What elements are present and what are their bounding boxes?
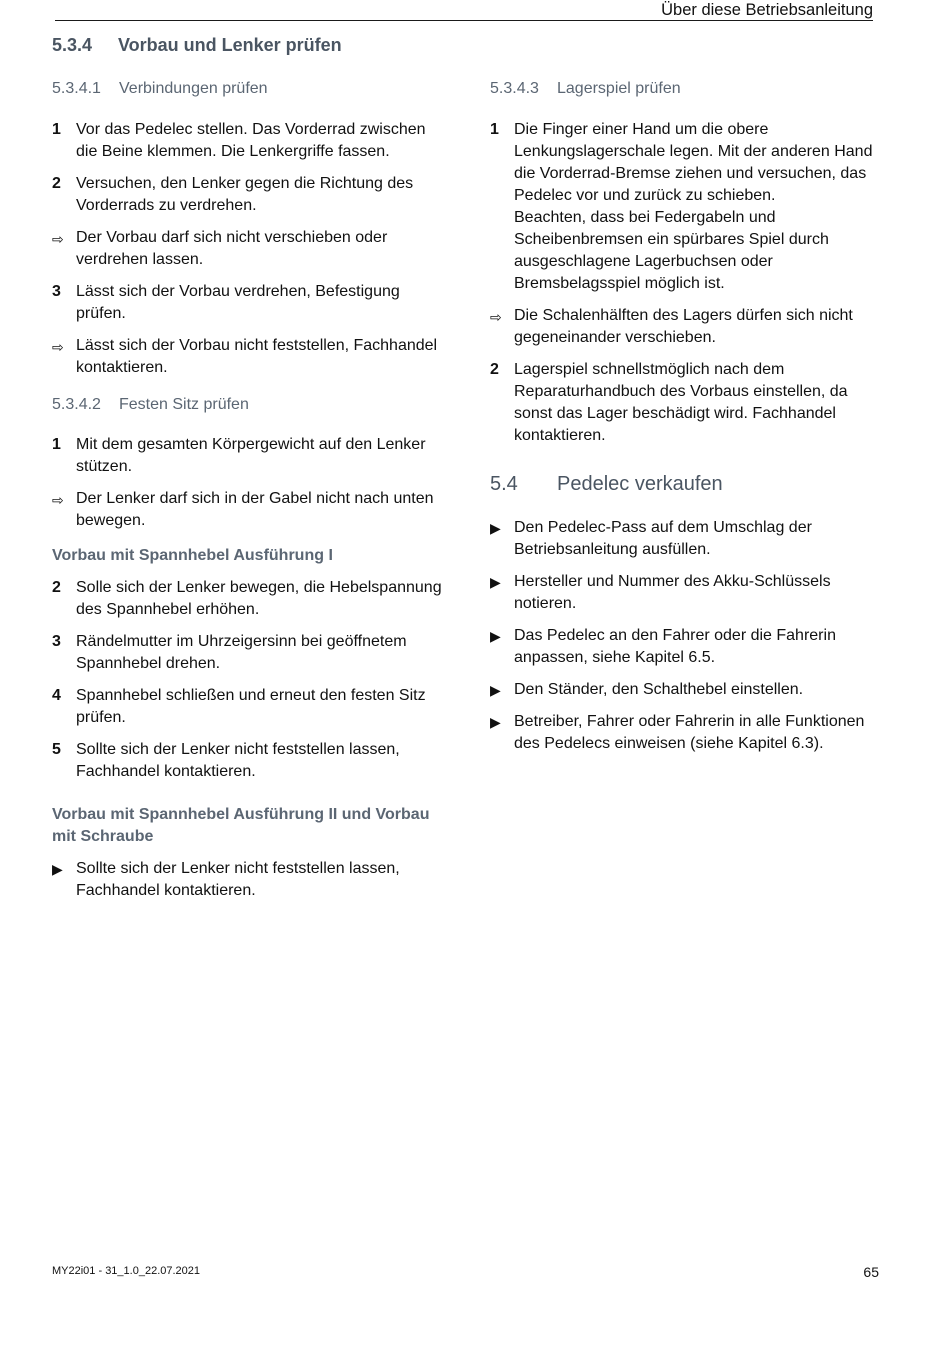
- subsection-title: Festen Sitz prüfen: [119, 396, 249, 413]
- action-triangle-icon: ▶: [490, 682, 501, 698]
- item-text: Rändelmutter im Uhrzeigersinn bei geöffnetem Spannhebel drehen.: [76, 633, 407, 672]
- page-number: 65: [863, 1264, 879, 1280]
- list-ausfuehrung-1: [52, 577, 447, 783]
- list-item: [52, 577, 447, 621]
- item-text: Sollte sich der Lenker nicht feststellen lassen, Fachhandel kontaktieren.: [76, 741, 400, 780]
- item-text: Der Lenker darf sich in der Gabel nicht nach unten bewegen.: [76, 490, 434, 529]
- list-item: [52, 335, 447, 379]
- list-item: [490, 359, 880, 447]
- list-item: [490, 711, 880, 755]
- step-number: 2: [52, 579, 61, 596]
- item-text: Lagerspiel schnellstmöglich nach dem Reparaturhandbuch des Vorbaus einstellen, da sonst das Lager beschädigt wird. Fachhandel kontaktieren.: [514, 361, 848, 444]
- list-item: [52, 631, 447, 675]
- subsection-heading-festen-sitz: [52, 394, 447, 416]
- list-item: [52, 685, 447, 729]
- list-item: [490, 305, 880, 349]
- step-number: 5: [52, 741, 61, 758]
- section-title: Vorbau und Lenker prüfen: [118, 35, 342, 55]
- list-lagerspiel: [490, 119, 880, 447]
- item-text: Die Finger einer Hand um die obere Lenkungslagerschale legen. Mit der anderen Hand die Vorderrad-Bremse ziehen und versuchen, das Pedelec vor und zurück zu schieben.: [514, 121, 873, 204]
- item-text: Der Vorbau darf sich nicht verschieben oder verdrehen lassen.: [76, 229, 388, 268]
- list-item: [52, 119, 447, 163]
- result-arrow-icon: ⇨: [52, 339, 64, 355]
- action-triangle-icon: ▶: [490, 574, 501, 590]
- list-pedelec-verkaufen: [490, 517, 880, 755]
- step-number: 4: [52, 687, 61, 704]
- list-item: [490, 679, 880, 701]
- section-number: 5.3.4: [52, 35, 93, 55]
- section-title: Pedelec verkaufen: [557, 473, 723, 495]
- item-text: Vor das Pedelec stellen. Das Vorderrad zwischen die Beine klemmen. Die Lenkergriffe fassen.: [76, 121, 426, 160]
- step-number: 2: [490, 361, 499, 378]
- list-lagerspiel-rest: [490, 305, 880, 447]
- item-text: Versuchen, den Lenker gegen die Richtung des Vorderrads zu verdrehen.: [76, 175, 414, 214]
- item-text: Den Pedelec-Pass auf dem Umschlag der Betriebsanleitung ausfüllen.: [514, 519, 812, 558]
- right-column: [490, 78, 880, 755]
- item-text: Solle sich der Lenker bewegen, die Hebelspannung des Spannhebel erhöhen.: [76, 579, 442, 618]
- step-number: 2: [52, 175, 61, 192]
- step-number: 3: [52, 633, 61, 650]
- footer-doc-id: MY22i01 - 31_1.0_22.07.2021: [52, 1265, 201, 1277]
- list-item: [490, 517, 880, 561]
- subsection-title: Lagerspiel prüfen: [557, 80, 681, 97]
- left-column: [52, 78, 447, 902]
- section-heading: [52, 35, 342, 56]
- subsection-heading-lagerspiel: [490, 78, 880, 100]
- subsection-number: 5.3.4.1: [52, 80, 101, 97]
- subsubsection-heading-ausfuehrung-1: Vorbau mit Spannhebel Ausführung I: [52, 547, 333, 564]
- list-festen-sitz: [52, 434, 447, 532]
- list-item: [52, 739, 447, 783]
- list-item: [52, 434, 447, 478]
- list-item: [490, 119, 880, 295]
- step-number: 1: [52, 436, 61, 453]
- item-text: Spannhebel schließen und erneut den festen Sitz prüfen.: [76, 687, 426, 726]
- item-text: Lässt sich der Vorbau nicht feststellen, Fachhandel kontaktieren.: [76, 337, 438, 376]
- list-item: [52, 227, 447, 271]
- item-text: Den Ständer, den Schalthebel einstellen.: [514, 681, 804, 698]
- page-header: [55, 0, 873, 21]
- section-heading-5-4: [490, 471, 880, 497]
- item-text: Betreiber, Fahrer oder Fahrerin in alle Funktionen des Pedelecs einweisen (siehe Kapitel 6.3).: [514, 713, 865, 752]
- item-text: Das Pedelec an den Fahrer oder die Fahrerin anpassen, siehe Kapitel 6.5.: [514, 627, 836, 666]
- list-item: [52, 858, 447, 902]
- subsection-heading-verbindungen: [52, 78, 447, 100]
- list-item: [52, 281, 447, 325]
- subsection-title: Verbindungen prüfen: [119, 80, 268, 97]
- result-arrow-icon: ⇨: [52, 492, 64, 508]
- action-triangle-icon: ▶: [52, 861, 63, 877]
- item-text: Die Schalenhälften des Lagers dürfen sich nicht gegeneinander verschieben.: [514, 307, 853, 346]
- action-triangle-icon: ▶: [490, 714, 501, 730]
- step-number: 3: [52, 283, 61, 300]
- item-text: Lässt sich der Vorbau verdrehen, Befestigung prüfen.: [76, 283, 400, 322]
- list-verbindungen: [52, 119, 447, 379]
- step-number: 1: [52, 121, 61, 138]
- action-triangle-icon: ▶: [490, 628, 501, 644]
- item-marker: 1: [490, 121, 499, 138]
- subsubsection-heading-ausfuehrung-2: Vorbau mit Spannhebel Ausführung II und Vorbau mit Schraube: [52, 806, 430, 845]
- section-number: 5.4: [490, 473, 518, 495]
- action-triangle-icon: ▶: [490, 520, 501, 536]
- subsection-number: 5.3.4.3: [490, 80, 539, 97]
- result-arrow-icon: ⇨: [52, 231, 64, 247]
- item-text: Sollte sich der Lenker nicht feststellen lassen, Fachhandel kontaktieren.: [76, 860, 400, 899]
- header-title: Über diese Betriebsanleitung: [661, 1, 873, 19]
- list-item: [52, 488, 447, 532]
- list-ausfuehrung-2: [52, 858, 447, 902]
- item-note: Beachten, dass bei Federgabeln und Scheibenbremsen ein spürbares Spiel durch ausgeschlagene Lagerbuchsen oder Bremsbelagsspiel möglich ist.: [514, 209, 829, 292]
- result-arrow-icon: ⇨: [490, 309, 502, 325]
- list-item: [490, 571, 880, 615]
- list-item: [490, 625, 880, 669]
- subsection-number: 5.3.4.2: [52, 396, 101, 413]
- page-footer: [52, 1264, 879, 1280]
- item-text: Mit dem gesamten Körpergewicht auf den Lenker stützen.: [76, 436, 426, 475]
- list-item: [52, 173, 447, 217]
- item-text: Hersteller und Nummer des Akku-Schlüssels notieren.: [514, 573, 831, 612]
